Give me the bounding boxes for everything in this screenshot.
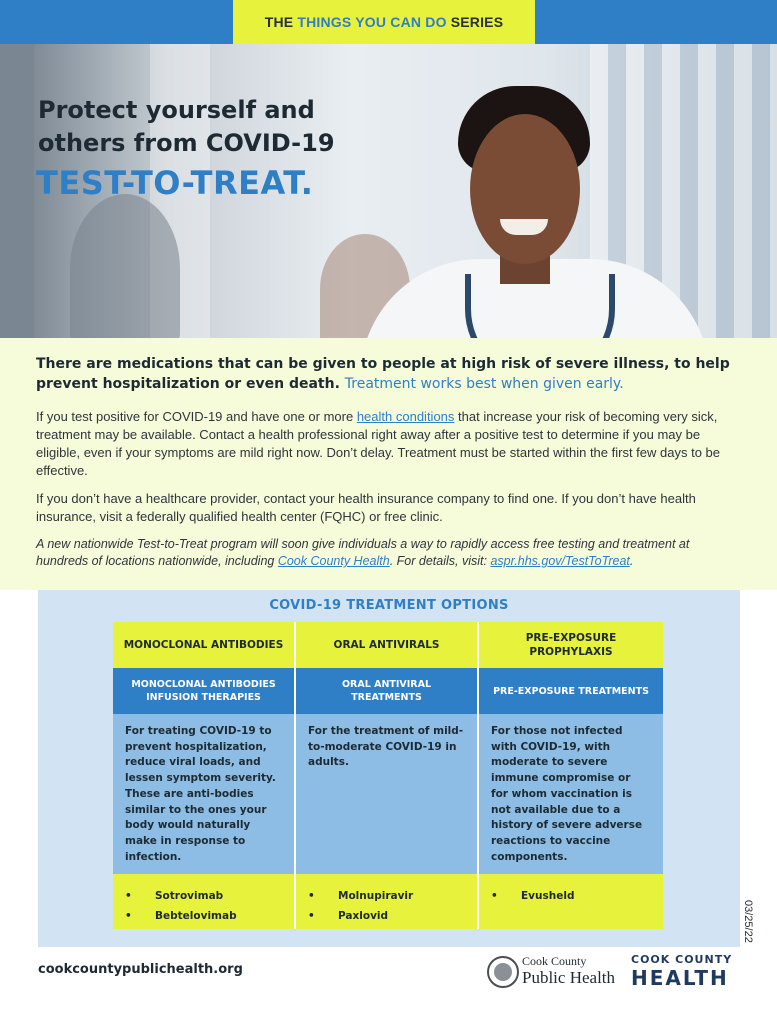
option-header: MONOCLONAL ANTIBODIES [113, 622, 294, 668]
series-tag [233, 0, 535, 44]
hero-title: Protect yourself and others from COVID-19 [38, 96, 335, 157]
lead-text: There are medications that can be given to people at high risk of severe illness, to help prevent hospitalization or even death. Treatment works best when given early. [36, 356, 730, 392]
series-accent: THINGS YOU CAN DO [297, 14, 447, 30]
logo-public-health-big: Public Health [522, 968, 616, 987]
list-item: • Molnupiravir [308, 890, 414, 902]
lead-accent: Treatment works best when given early. [344, 376, 624, 392]
stethoscope-icon [465, 274, 615, 338]
list-item: • Sotrovimab [125, 890, 224, 902]
option-description: For the treatment of mild-to-moderate COVID-19 in adults. [296, 714, 477, 874]
series-suffix: SERIES [450, 14, 504, 30]
options-table [113, 622, 663, 929]
option-column [479, 622, 663, 929]
medication-list [296, 874, 477, 929]
option-description: For those not infected with COVID-19, with moderate to severe immune compromise or for whom vaccination is not available due to a history of severe adverse reactions to vaccine components. [479, 714, 663, 874]
county-seal-icon [487, 956, 519, 988]
logo-cch-bottom: HEALTH [631, 966, 729, 990]
doctor-face [470, 114, 580, 264]
revision-date: 03/25/22 [742, 900, 754, 943]
paragraph-1: If you test positive for COVID-19 and have one or more health conditions that increase your risk of becoming very sick, treatment may be available. Contact a health professional right away after a positive test to determine if you may be eligible, even if your symptoms are mild right now. Don’t delay. Treatment must be started within the first few days to be effective. [36, 409, 721, 478]
options-title: COVID-19 TREATMENT OPTIONS [269, 598, 509, 613]
option-subheader: ORAL ANTIVIRAL TREATMENTS [296, 668, 477, 714]
medication-list [479, 874, 663, 929]
option-column [113, 622, 296, 929]
list-item: • Bebtelovimab [125, 910, 237, 922]
cook-county-health-link[interactable]: Cook County Health [277, 554, 390, 568]
series-prefix: THE [264, 14, 294, 30]
medication-list [113, 874, 294, 929]
option-column [296, 622, 479, 929]
paragraph-2: If you don’t have a healthcare provider, contact your health insurance company to find one. If you don’t have health insurance, visit a federally qualified health center (FQHC) or free clinic. [36, 491, 696, 524]
list-item: • Paxlovid [308, 910, 389, 922]
program-note: A new nationwide Test-to-Treat program will soon give individuals a way to rapidly access free testing and treatment at hundreds of locations nationwide, including Cook County Health. For details, visit: aspr.hhs.gov/TestToTreat. [36, 537, 690, 568]
option-subheader: PRE-EXPOSURE TREATMENTS [479, 668, 663, 714]
logo-cch-top: COOK COUNTY [631, 953, 733, 966]
health-conditions-link[interactable]: health conditions [356, 409, 455, 424]
option-header: ORAL ANTIVIRALS [296, 622, 477, 668]
intro-panel [0, 338, 777, 590]
test-to-treat-link[interactable]: aspr.hhs.gov/TestToTreat [490, 554, 630, 568]
hero-accent: TEST-TO-TREAT. [36, 164, 314, 202]
option-description: For treating COVID-19 to prevent hospitalization, reduce viral loads, and lessen symptom severity. These are anti-bodies similar to the ones your body would naturally make in response to infection. [113, 714, 294, 874]
list-item: • Evusheld [491, 890, 575, 902]
option-subheader: MONOCLONAL ANTIBODIES INFUSION THERAPIES [113, 668, 294, 714]
option-header: PRE-EXPOSURE PROPHYLAXIS [479, 622, 663, 668]
website-link[interactable]: cookcountypublichealth.org [38, 962, 243, 977]
treatment-options [38, 590, 740, 947]
logo-public-health-small: Cook County [522, 954, 587, 968]
